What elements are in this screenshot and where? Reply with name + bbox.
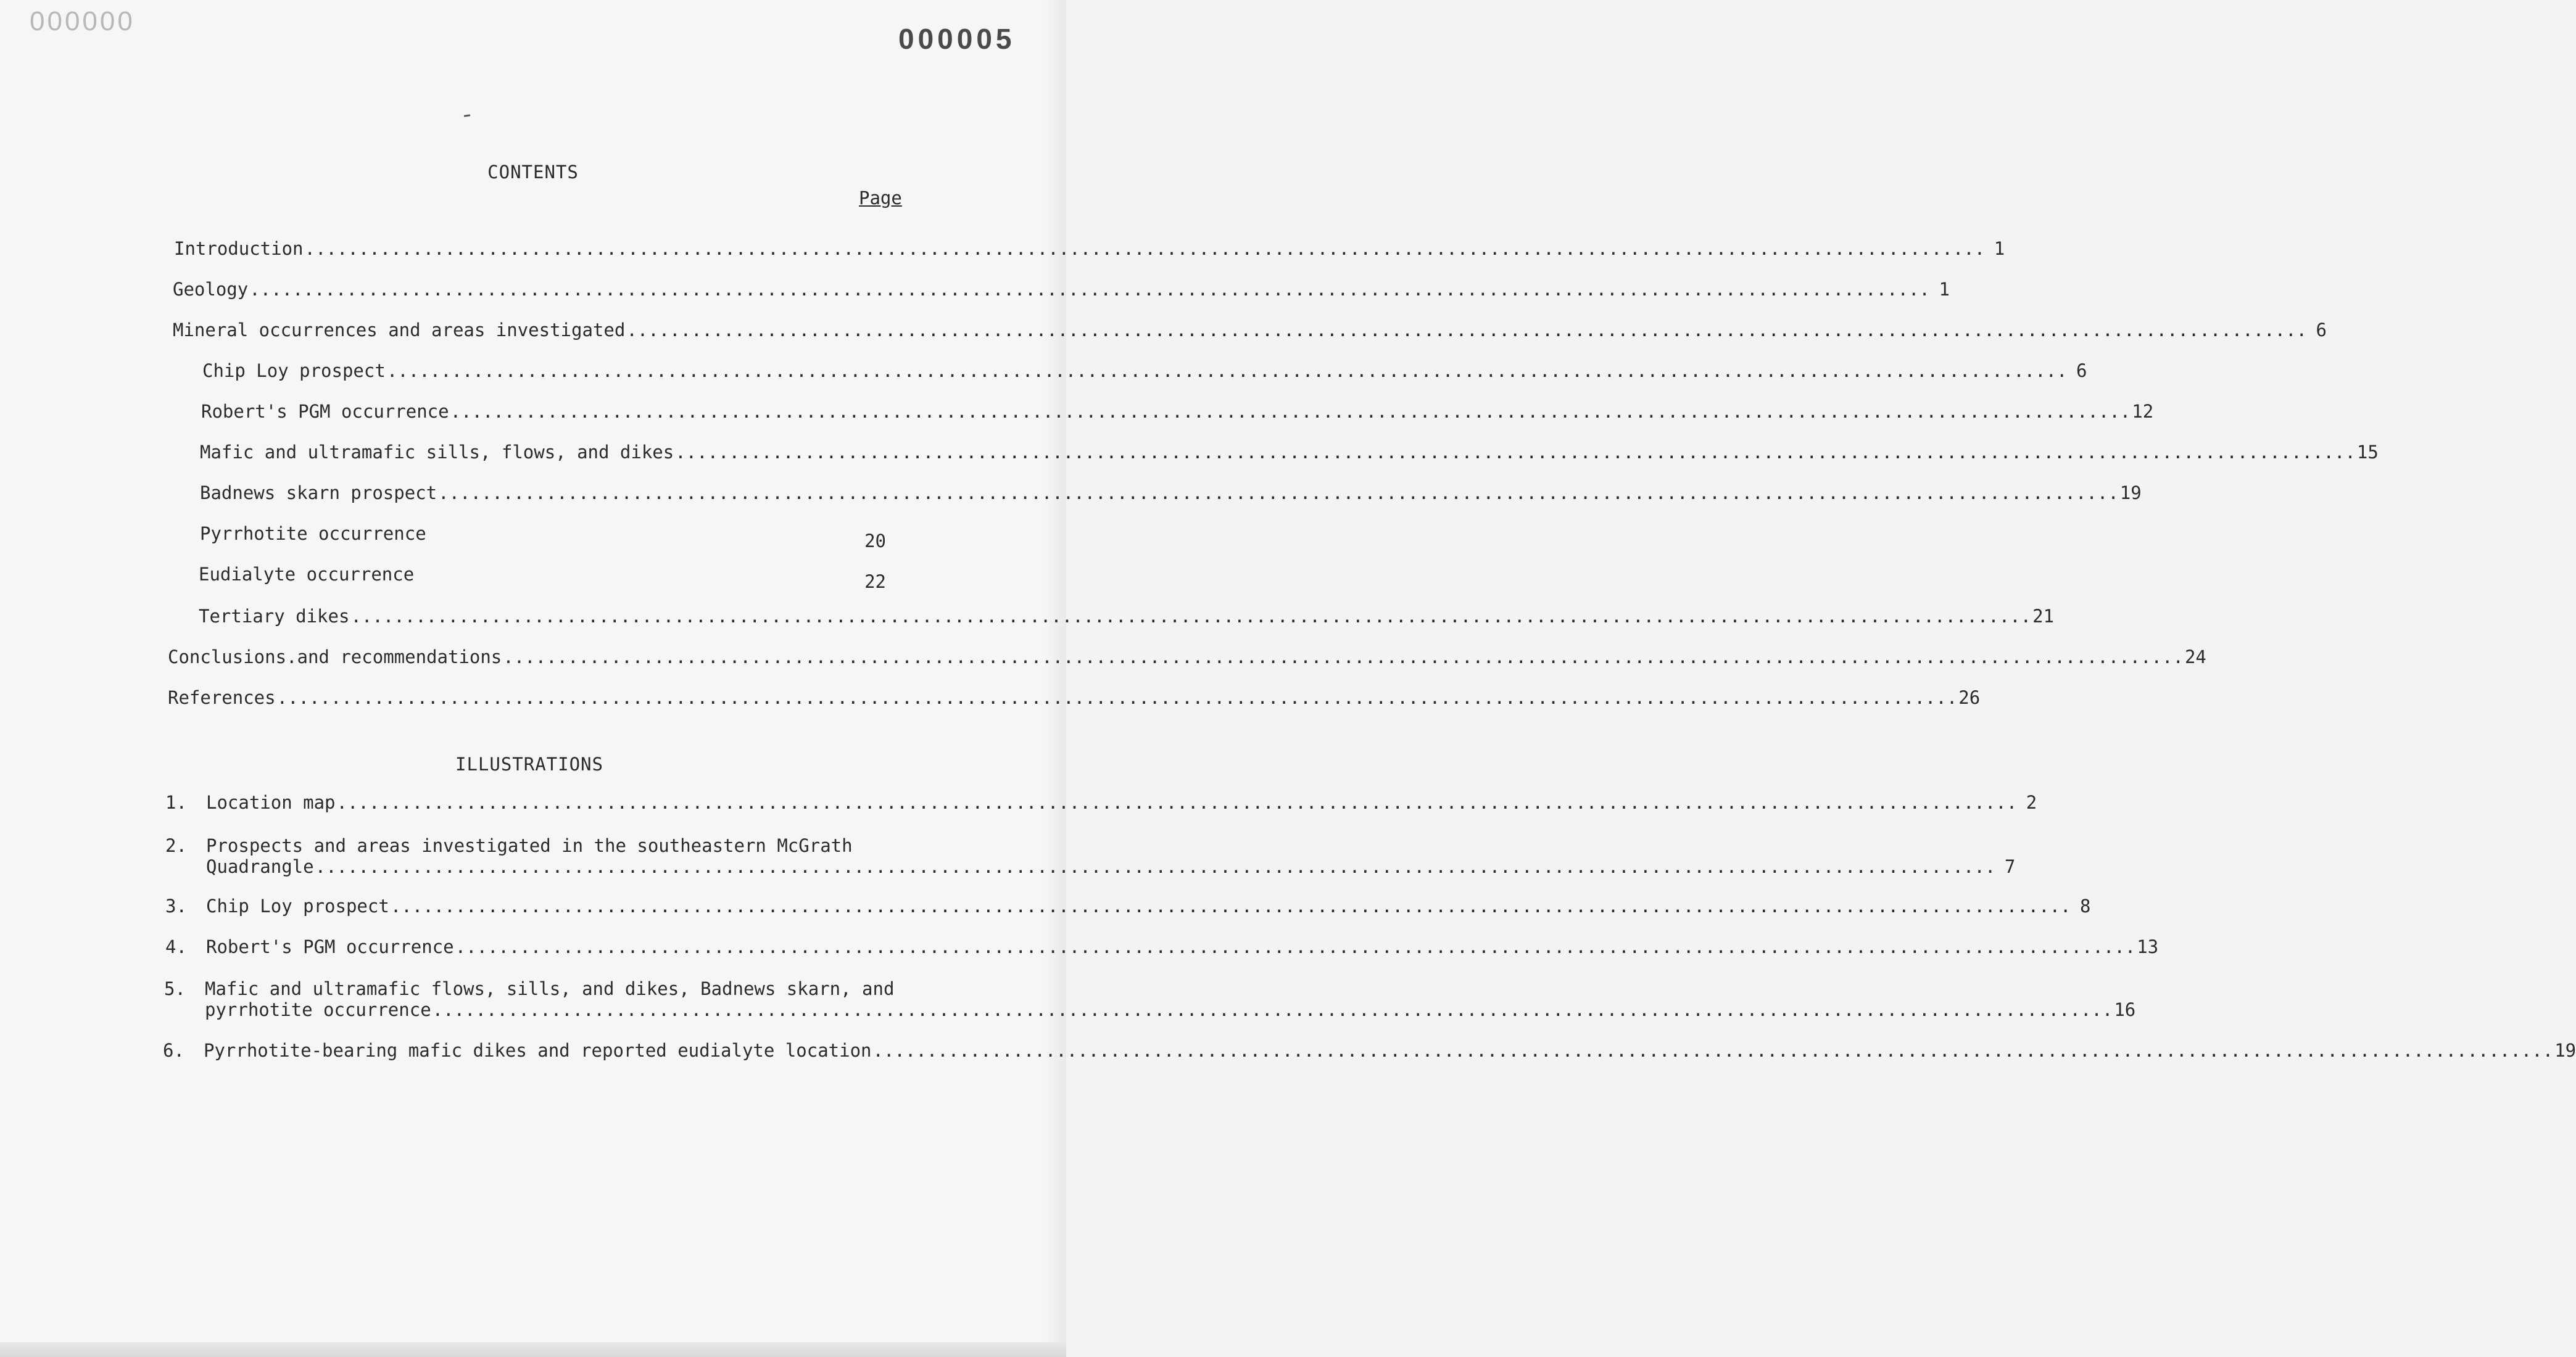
toc-entry-page: 20 bbox=[864, 530, 886, 551]
toc-entry-page: 19 bbox=[2119, 482, 2142, 503]
toc-entry-label: Introduction bbox=[174, 238, 304, 259]
toc-entry-page: 6 bbox=[2316, 320, 2327, 340]
illustration-label: Chip Loy prospect bbox=[206, 896, 389, 917]
illustration-page: 7 bbox=[2004, 856, 2016, 877]
illustration-page: 16 bbox=[2114, 999, 2136, 1020]
leader-dots bbox=[350, 606, 2031, 627]
leader-dots bbox=[450, 401, 2131, 422]
illustration-number: 2. bbox=[165, 835, 187, 856]
toc-entry-label: Chip Loy prospect bbox=[202, 360, 386, 381]
toc-entry-label: Eudialyte occurrence bbox=[199, 564, 415, 585]
toc-entry bbox=[168, 646, 2206, 671]
illustration-label: Robert's PGM occurrence bbox=[206, 936, 454, 957]
leader-dots bbox=[626, 320, 2307, 340]
toc-entry-page: 15 bbox=[2356, 442, 2379, 463]
toc-entry bbox=[200, 442, 2379, 466]
leader-dots bbox=[873, 1040, 2554, 1061]
toc-entry bbox=[173, 279, 1950, 303]
contents-title: CONTENTS bbox=[487, 162, 579, 183]
toc-entry-label: Robert's PGM occurrence bbox=[201, 401, 449, 422]
illustration-number: 3. bbox=[165, 896, 187, 917]
page-stamp-number: 000005 bbox=[898, 23, 1016, 55]
illustration-label: Location map bbox=[206, 792, 336, 813]
toc-entry-page: 1 bbox=[1994, 238, 2005, 259]
leader-dots bbox=[387, 360, 2068, 381]
toc-entry-label: Pyrrhotite occurrence bbox=[200, 523, 426, 544]
toc-entry bbox=[168, 687, 1981, 712]
toc-entry bbox=[199, 564, 886, 592]
toc-entry bbox=[201, 401, 2154, 426]
illustration-entry bbox=[165, 896, 2091, 917]
illustration-label-line2: pyrrhotite occurrence bbox=[205, 999, 431, 1020]
toc-entry bbox=[199, 606, 2055, 630]
toc-entry-label: Mineral occurrences and areas investigated bbox=[173, 320, 626, 340]
illustration-page: 2 bbox=[2026, 792, 2037, 813]
illustration-entry bbox=[164, 978, 2136, 1020]
page-column-header: Page bbox=[859, 188, 902, 208]
leader-dots bbox=[277, 687, 1958, 708]
leader-dots bbox=[433, 999, 2113, 1020]
leader-dots bbox=[438, 482, 2119, 503]
illustration-page: 19 bbox=[2554, 1040, 2576, 1061]
toc-entry-page: 26 bbox=[1958, 687, 1981, 708]
toc-entry-page: 12 bbox=[2132, 401, 2154, 422]
illustration-number: 6. bbox=[163, 1040, 184, 1061]
illustration-page: 8 bbox=[2080, 896, 2091, 917]
page-edge-shadow bbox=[1044, 0, 1066, 1357]
leader-dots bbox=[315, 856, 1996, 877]
leader-dots bbox=[503, 646, 2184, 667]
leader-dots bbox=[391, 896, 2071, 917]
illustration-number: 5. bbox=[164, 978, 186, 999]
toc-entry-page: 21 bbox=[2032, 606, 2055, 627]
leader-dots bbox=[305, 238, 1986, 259]
toc-entry-label: Badnews skarn prospect bbox=[200, 482, 437, 503]
illustration-entry bbox=[165, 792, 2037, 813]
toc-entry bbox=[174, 238, 2005, 263]
illustrations-title: ILLUSTRATIONS bbox=[455, 754, 603, 775]
illustration-label-line1: Mafic and ultramafic flows, sills, and dikes, Badnews skarn, and bbox=[205, 978, 895, 999]
illustration-number: 4. bbox=[165, 936, 187, 957]
faded-stamp-number: 000000 bbox=[30, 6, 135, 36]
illustration-number: 1. bbox=[165, 792, 187, 813]
illustration-label-line1: Prospects and areas investigated in the southeastern McGrath bbox=[206, 835, 853, 856]
toc-entry-page: 24 bbox=[2184, 646, 2206, 667]
illustration-label-line2: Quadrangle bbox=[206, 856, 314, 877]
toc-entry-page: 22 bbox=[864, 571, 886, 592]
toc-entry bbox=[173, 320, 2327, 344]
illustration-entry bbox=[165, 835, 2016, 877]
toc-entry-label: Conclusions.and recommendations bbox=[168, 646, 502, 667]
toc-entry-label: References bbox=[168, 687, 276, 708]
toc-entry bbox=[200, 482, 2142, 507]
leader-dots bbox=[337, 792, 2018, 813]
toc-entry-label: Geology bbox=[173, 279, 249, 300]
illustration-entry bbox=[165, 936, 2159, 957]
toc-entry-label: Tertiary dikes bbox=[199, 606, 350, 627]
illustration-page: 13 bbox=[2137, 936, 2159, 957]
toc-entry bbox=[200, 523, 886, 551]
illustration-label: Pyrrhotite-bearing mafic dikes and reported eudialyte location bbox=[204, 1040, 872, 1061]
scan-speck bbox=[464, 114, 470, 117]
leader-dots bbox=[455, 936, 2136, 957]
illustration-entry bbox=[163, 1040, 2576, 1061]
toc-entry-page: 6 bbox=[2076, 360, 2087, 381]
toc-entry-page: 1 bbox=[1939, 279, 1950, 300]
leader-dots bbox=[249, 279, 1930, 300]
toc-entry bbox=[202, 360, 2087, 385]
leader-dots bbox=[675, 442, 2356, 463]
toc-entry-label: Mafic and ultramafic sills, flows, and dikes bbox=[200, 442, 674, 463]
